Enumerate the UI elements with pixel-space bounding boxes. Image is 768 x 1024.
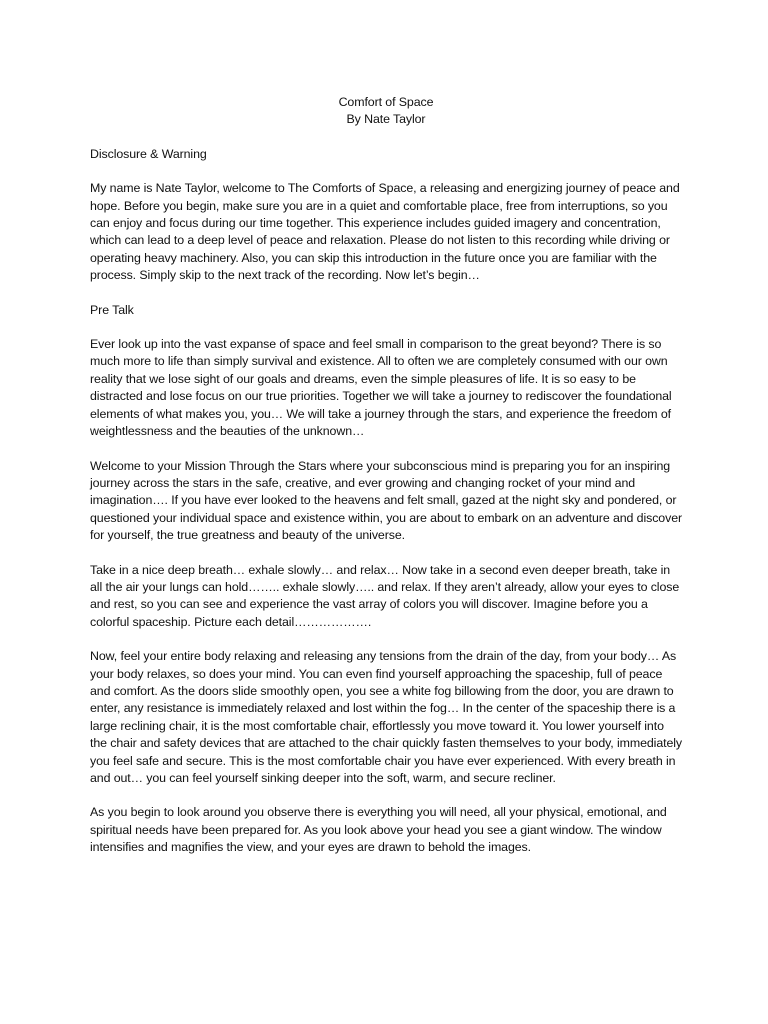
section-heading-disclosure: Disclosure & Warning [90, 146, 207, 161]
paragraph-pre-talk-2: Welcome to your Mission Through the Stars where your subconscious mind is preparing you for an inspiring journey across the stars in the safe, creative, and ever growing and changing rocket of your mind and imagination…. If you have ever looked to the heavens and felt small, gazed at the night sky and pondered, or questioned your individual space and existence within, you are about to embark on an adventure and discover for yourself, the true greatness and beauty of the universe. [90, 458, 683, 543]
section-heading-pre-talk: Pre Talk [90, 302, 134, 317]
document-author: By Nate Taylor [346, 112, 426, 127]
paragraph-pre-talk-4: Now, feel your entire body relaxing and releasing any tensions from the drain of the day, from your body… As your body relaxes, so does your mind. You can even find yourself approaching the spaceship, full of peace and comfort. As the doors slide smoothly open, you see a white fog billowing from the door, you are drawn to enter, any resistance is immediately relaxed and lost within the fog… In the center of the spaceship there is a large reclining chair, it is the most comfortable chair, effortlessly you move toward it. You lower yourself into the chair and safety devices that are attached to the chair quickly fasten themselves to your body, immediately you feel safe and secure. This is the most comfortable chair you have ever experienced. With every breath in and out… you can feel yourself sinking deeper into the soft, warm, and secure recliner. [90, 649, 683, 785]
title-block [90, 94, 682, 129]
paragraph-pre-talk-3: Take in a nice deep breath… exhale slowly… and relax… Now take in a second even deeper breath, take in all the air your lungs can hold…….. exhale slowly….. and relax. If they aren’t already, allow your eyes to close and rest, so you can see and experience the vast array of colors you will discover. Imagine before you a colorful spaceship. Picture each detail………………. [90, 562, 680, 629]
document-body [90, 94, 682, 874]
document-title: Comfort of Space [338, 95, 434, 109]
paragraph-pre-talk-1: Ever look up into the vast expanse of space and feel small in comparison to the great beyond? There is so much more to life than simply survival and existence. All to often we are completely consumed with our own reality that we lose sight of our goals and dreams, even the simple pleasures of life. It is so easy to be distracted and lose focus on our true priorities. Together we will take a journey to rediscover the foundational elements of what makes you, you… We will take a journey through the stars, and experience the freedom of weightlessness and the beauties of the unknown… [90, 337, 672, 439]
paragraph-disclosure: My name is Nate Taylor, welcome to The Comforts of Space, a releasing and energizing journey of peace and hope. Before you begin, make sure you are in a quiet and comfortable place, free from interruptions, so you can enjoy and focus during our time together. This experience includes guided imagery and concentration, which can lead to a deep level of peace and relaxation. Please do not listen to this recording while driving or operating heavy machinery. Also, you can skip this introduction in the future once you are familiar with the process. Simply skip to the next track of the recording. Now let’s begin… [90, 181, 680, 283]
paragraph-pre-talk-5: As you begin to look around you observe there is everything you will need, all your physical, emotional, and spiritual needs have been prepared for. As you look above your head you see a giant window. The window intensifies and magnifies the view, and your eyes are drawn to behold the images. [90, 805, 667, 855]
